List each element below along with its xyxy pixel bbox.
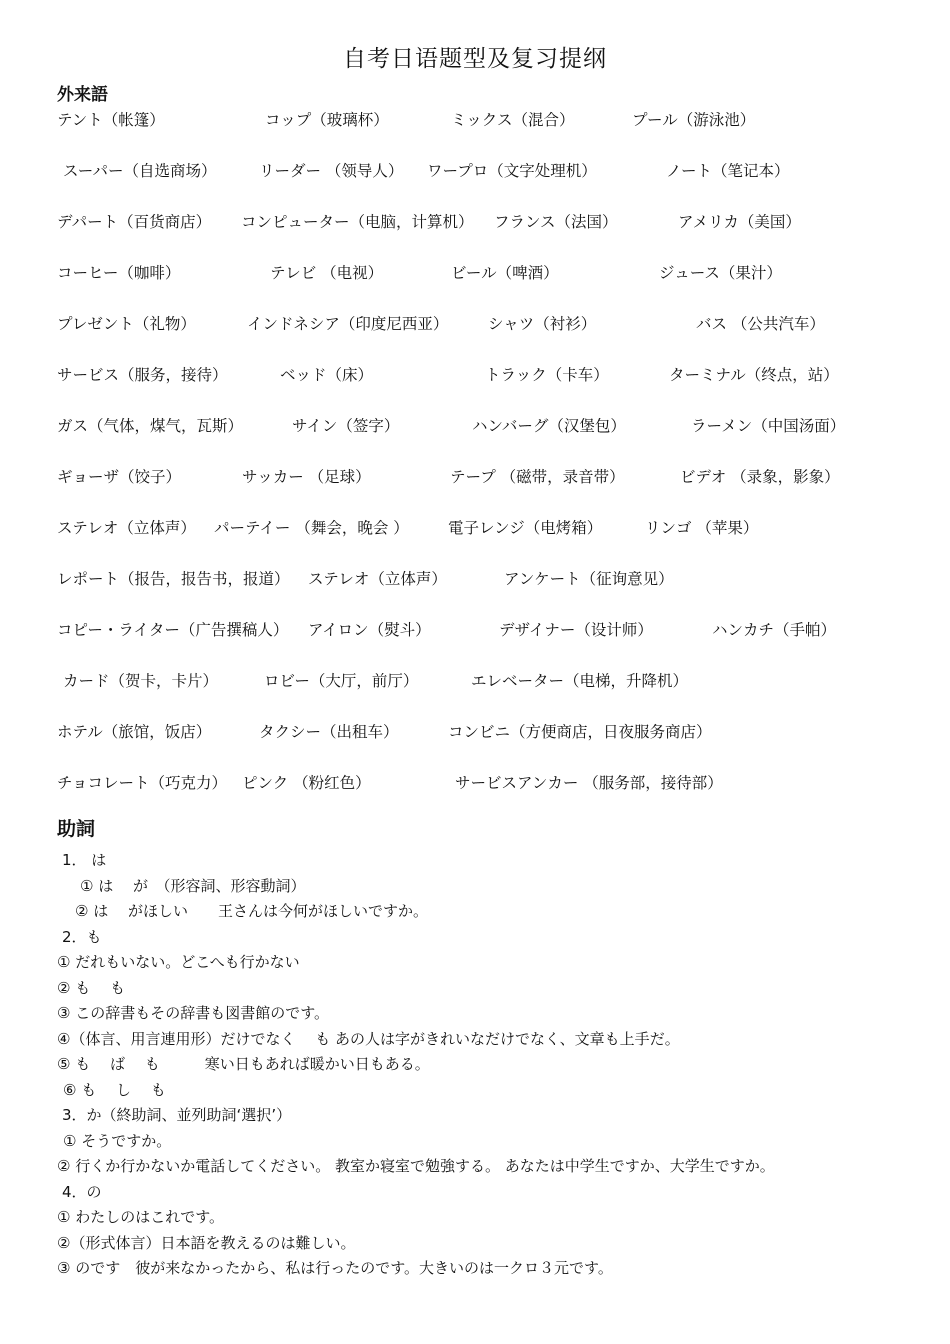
vocab-entry: コップ（玻璃杯） (265, 111, 389, 129)
vocab-entry: コンピューター（电脑，计算机） (241, 213, 474, 231)
vocab-entry: プレゼント（礼物） (57, 315, 196, 333)
vocab-entry: レポート（报告，报告书，报道） (57, 570, 290, 588)
particle-note: ② は がほしい 王さんは今何がほしいですか。 (75, 902, 428, 920)
particle-note: ②（形式体言）日本語を教えるのは難しい。 (57, 1234, 356, 1252)
vocab-entry: コピー・ライター（广告撰稿人） (57, 621, 289, 639)
vocab-entry: ギョーザ（饺子） (57, 468, 182, 486)
particle-note: ③ のです 彼が来なかったから、私は行ったのです。大きいのは一クロ３元です。 (57, 1259, 613, 1277)
vocab-entry: ラーメン（中国汤面） (691, 417, 846, 435)
vocab-entry: 電子レンジ（电烤箱） (448, 519, 603, 537)
vocab-entry: ミックス（混合） (451, 111, 575, 129)
vocab-entry: トラック（卡车） (485, 366, 609, 384)
vocab-entry: ハンバーグ（汉堡包） (472, 417, 626, 435)
vocab-entry: ガス（气体，煤气，瓦斯） (57, 417, 244, 435)
vocab-row (0, 670, 950, 694)
vocab-entry: フランス（法国） (494, 213, 618, 231)
vocab-row (0, 415, 950, 439)
vocab-entry: パーテイー （舞会，晚会 ） (214, 519, 409, 537)
vocab-row (0, 364, 950, 388)
particle-note: ④（体言、用言連用形）だけでなく も あの人は字がきれいなだけでなく、文章も上手だ。 (57, 1030, 680, 1048)
vocab-row (0, 619, 950, 643)
vocab-entry: チョコレート（巧克力） (57, 774, 228, 792)
particle-note: ① だれもいない。どこへも行かない (57, 953, 300, 971)
vocab-entry: ワープロ（文字处理机） (427, 162, 597, 180)
vocab-entry: コンビニ（方便商店，日夜服务商店） (448, 723, 712, 741)
vocab-entry: バス （公共汽车） (696, 315, 825, 333)
vocab-entry: ターミナル（终点，站） (669, 366, 839, 384)
vocab-entry: アイロン（熨斗） (308, 621, 431, 639)
vocab-entry: プール（游泳池） (632, 111, 756, 129)
vocab-entry: サイン（签字） (292, 417, 400, 435)
vocab-entry: ステレオ（立体声） (308, 570, 447, 588)
vocab-row (0, 262, 950, 286)
vocab-entry: テープ （磁带，录音带） (450, 468, 625, 486)
vocab-entry: アメリカ（美国） (678, 213, 801, 231)
vocab-row (0, 109, 950, 133)
particle-heading: 1． は (62, 851, 107, 869)
vocab-entry: リーダー （领导人） (259, 162, 404, 180)
vocab-entry: テレビ （电视） (270, 264, 384, 282)
vocab-entry: ロビー（大厅，前厅） (264, 672, 419, 690)
vocab-row (0, 772, 950, 796)
vocab-row (0, 313, 950, 337)
vocab-entry: アンケート（征询意见） (504, 570, 674, 588)
vocab-entry: コーヒー（咖啡） (57, 264, 181, 282)
particle-note: ① わたしのはこれです。 (57, 1208, 225, 1226)
section-heading-gairaigo: 外来語 (57, 85, 108, 105)
vocab-row (0, 517, 950, 541)
vocab-entry: ビデオ （录象，影象） (680, 468, 840, 486)
vocab-entry: エレベーター（电梯，升降机） (471, 672, 689, 690)
vocab-entry: カード（贺卡，卡片） (63, 672, 219, 690)
vocab-entry: サッカー （足球） (242, 468, 371, 486)
vocab-entry: ピンク （粉红色） (242, 774, 371, 792)
vocab-entry: シャツ（衬衫） (488, 315, 597, 333)
particle-note: ③ この辞書もその辞書も図書館のです。 (57, 1004, 330, 1022)
vocab-entry: ホテル（旅馆，饭店） (57, 723, 212, 741)
vocab-entry: デパート（百货商店） (57, 213, 212, 231)
vocab-row (0, 721, 950, 745)
vocab-row (0, 160, 950, 184)
vocab-row (0, 466, 950, 490)
particle-heading: 2．も (62, 928, 102, 946)
section-heading-joshi: 助詞 (57, 818, 96, 840)
vocab-row (0, 211, 950, 235)
vocab-entry: サービス（服务，接待） (57, 366, 228, 384)
vocab-entry: スーパー（自选商场） (63, 162, 217, 180)
vocab-entry: ジュース（果汁） (659, 264, 782, 282)
vocab-entry: タクシー（出租车） (259, 723, 399, 741)
vocab-entry: ハンカチ（手帕） (712, 621, 837, 639)
particle-note: ⑤ も ば も 寒い日もあれば暖かい日もある。 (57, 1055, 430, 1073)
particle-note: ① は が （形容詞、形容動詞） (80, 877, 306, 895)
vocab-entry: テント（帐篷） (57, 111, 165, 129)
particle-note: ⑥ も し も (63, 1081, 166, 1099)
particle-heading: 3．か（終助詞、並列助詞‘選択’） (62, 1106, 292, 1124)
vocab-entry: インドネシア（印度尼西亚） (247, 315, 449, 333)
vocab-entry: リンゴ （苹果） (645, 519, 759, 537)
particle-heading: 4．の (62, 1183, 102, 1201)
vocab-entry: ステレオ（立体声） (57, 519, 196, 537)
particle-note: ② 行くか行かないか電話してください。 教室か寝室で勉強する。 あなたは中学生ですか、大学生ですか。 (57, 1157, 775, 1175)
vocab-entry: デザイナー（设计师） (499, 621, 653, 639)
particle-note: ① そうですか。 (63, 1132, 172, 1150)
vocab-entry: ベッド（床） (280, 366, 374, 384)
vocab-entry: ビール（啤酒） (451, 264, 559, 282)
particle-note: ② も も (57, 979, 125, 997)
vocab-entry: サービスアンカー （服务部，接待部） (455, 774, 723, 792)
vocab-entry: ノート（笔记本） (666, 162, 790, 180)
vocab-row (0, 568, 950, 592)
page-title: 自考日语题型及复习提纲 (343, 46, 607, 72)
